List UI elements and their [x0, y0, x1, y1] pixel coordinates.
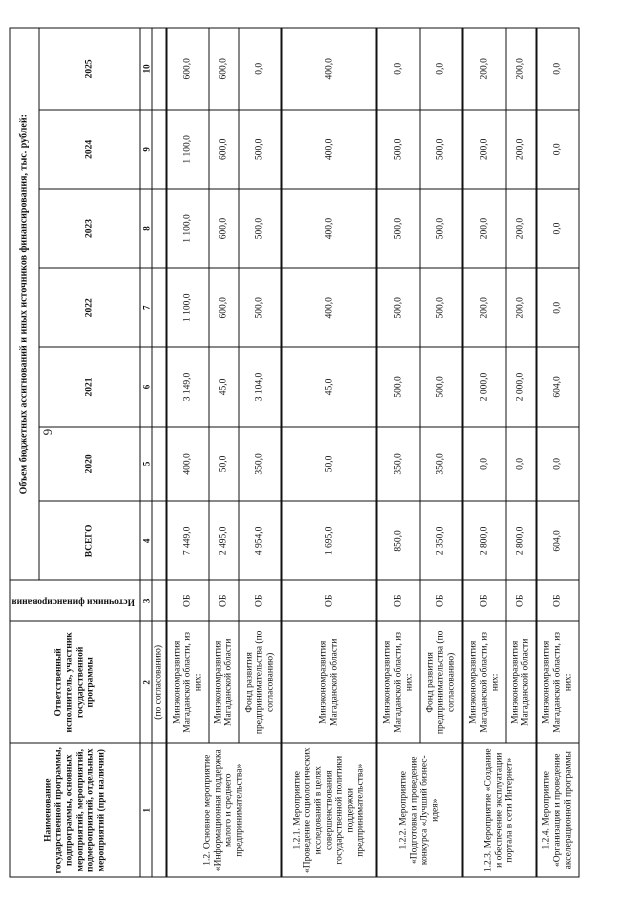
row-value: 600,0 [209, 110, 238, 189]
header-sources: Источники финансирования [10, 580, 140, 621]
row-value: 0,0 [506, 427, 536, 502]
row-value: 0,0 [536, 28, 579, 110]
column-number: 5 [140, 427, 152, 502]
row-value: 200,0 [463, 268, 506, 347]
row-value: 2 495,0 [209, 501, 238, 580]
row-responsible: Минэкономразвития Магаданской области, из них: [377, 621, 420, 743]
row-measure-name: 1.2.1. Мероприятие «Проведение социологических исследований в целях совершенствования государственной политики поддержки предпринимательства» [282, 743, 377, 877]
row-value: 0,0 [420, 28, 463, 110]
column-number: 7 [140, 268, 152, 347]
header-year: 2020 [39, 427, 140, 502]
row-value: 45,0 [282, 347, 377, 426]
row-value: 200,0 [506, 110, 536, 189]
row-responsible: Минэкономразвития Магаданской области [506, 621, 536, 743]
row-source: ОБ [420, 580, 463, 621]
row-value: 0,0 [536, 268, 579, 347]
row-responsible: Фонд развития предпринимательства (по согласованию) [239, 621, 282, 743]
row-value: 2 000,0 [506, 347, 536, 426]
row-value: 400,0 [282, 110, 377, 189]
row-responsible: Минэкономразвития Магаданской области, из них: [463, 621, 506, 743]
page-number: 6 [40, 428, 56, 436]
row-source: ОБ [209, 580, 238, 621]
row-value: 604,0 [536, 347, 579, 426]
header-year: 2025 [39, 28, 140, 110]
row-value: 604,0 [536, 501, 579, 580]
row-value: 500,0 [420, 110, 463, 189]
row-responsible: Минэкономразвития Магаданской области [209, 621, 238, 743]
row-value: 500,0 [239, 110, 282, 189]
row-source: ОБ [506, 580, 536, 621]
row-measure-name: 1.2.2. Мероприятие «Подготовка и проведение конкурса «Лучший бизнес-идея» [377, 743, 463, 877]
row-value: 3 149,0 [166, 347, 209, 426]
table-row [536, 28, 579, 877]
row-value: 1 100,0 [166, 268, 209, 347]
row-value: 400,0 [282, 268, 377, 347]
column-number: 8 [140, 189, 152, 268]
row-value: 500,0 [420, 347, 463, 426]
row-source: ОБ [377, 580, 420, 621]
row-value: 0,0 [377, 28, 420, 110]
row-source: ОБ [463, 580, 506, 621]
funding-table [10, 28, 580, 878]
carry-empty [152, 743, 166, 877]
row-value: 50,0 [209, 427, 238, 502]
row-value: 2 350,0 [420, 501, 463, 580]
row-value: 200,0 [506, 28, 536, 110]
column-number: 1 [140, 743, 152, 877]
row-value: 200,0 [506, 189, 536, 268]
row-value: 500,0 [377, 189, 420, 268]
row-value: 0,0 [536, 110, 579, 189]
row-source: ОБ [282, 580, 377, 621]
row-value: 500,0 [239, 189, 282, 268]
column-number: 10 [140, 28, 152, 110]
row-measure-name: 1.2. Основное мероприятие «Информационная поддержка малого и среднего предпринимательства» [166, 743, 281, 877]
row-value: 600,0 [209, 268, 238, 347]
row-value: 1 100,0 [166, 110, 209, 189]
row-value: 400,0 [282, 189, 377, 268]
row-value: 0,0 [463, 427, 506, 502]
row-value: 600,0 [166, 28, 209, 110]
header-year: 2023 [39, 189, 140, 268]
row-value: 350,0 [239, 427, 282, 502]
row-value: 45,0 [209, 347, 238, 426]
row-value: 50,0 [282, 427, 377, 502]
rotated-table-wrapper [10, 28, 574, 878]
header-name: Наименование государственной программы, подпрограммы, основных мероприятий, мероприятий, подмероприятий, отдельных мероприятий (при наличии) [10, 743, 140, 877]
column-number: 3 [140, 580, 152, 621]
row-responsible: Минэкономразвития Магаданской области, из них: [536, 621, 579, 743]
row-value: 2 800,0 [463, 501, 506, 580]
row-value: 200,0 [506, 268, 536, 347]
row-value: 3 104,0 [239, 347, 282, 426]
header-funding: Объем бюджетных ассигнований и иных источников финансирования, тыс. рублей: [10, 28, 39, 580]
row-measure-name: 1.2.3. Мероприятие «Создание и обеспечение эксплуатации портала в сети Интернет» [463, 743, 536, 877]
row-source: ОБ [536, 580, 579, 621]
row-source: ОБ [239, 580, 282, 621]
row-value: 0,0 [239, 28, 282, 110]
row-value: 4 954,0 [239, 501, 282, 580]
row-value: 200,0 [463, 110, 506, 189]
header-year: 2021 [39, 347, 140, 426]
row-value: 2 800,0 [506, 501, 536, 580]
row-value: 850,0 [377, 501, 420, 580]
table-row [463, 28, 506, 877]
row-value: 0,0 [536, 427, 579, 502]
column-number: 4 [140, 501, 152, 580]
column-number: 2 [140, 621, 152, 743]
row-value: 500,0 [420, 268, 463, 347]
header-year: 2024 [39, 110, 140, 189]
row-value: 500,0 [377, 347, 420, 426]
table-row [377, 28, 420, 877]
carry-responsible: (по согласованию) [152, 621, 166, 743]
header-year: 2022 [39, 268, 140, 347]
row-value: 350,0 [420, 427, 463, 502]
header-year: ВСЕГО [39, 501, 140, 580]
row-source: ОБ [166, 580, 209, 621]
row-value: 600,0 [209, 189, 238, 268]
row-measure-name: 1.2.4. Мероприятие «Организация и проведение акселерационной программы [536, 743, 579, 877]
row-value: 500,0 [377, 268, 420, 347]
header-responsible: Ответственный исполнитель, участник государственной программы [10, 621, 140, 743]
table-row [282, 28, 377, 877]
row-value: 350,0 [377, 427, 420, 502]
column-number: 6 [140, 347, 152, 426]
row-value: 200,0 [463, 28, 506, 110]
row-value: 500,0 [420, 189, 463, 268]
row-value: 400,0 [166, 427, 209, 502]
row-value: 400,0 [282, 28, 377, 110]
row-value: 500,0 [239, 268, 282, 347]
row-value: 600,0 [209, 28, 238, 110]
row-value: 200,0 [463, 189, 506, 268]
row-responsible: Минэкономразвития Магаданской области, из них: [166, 621, 209, 743]
column-number: 9 [140, 110, 152, 189]
row-value: 1 100,0 [166, 189, 209, 268]
row-value: 0,0 [536, 189, 579, 268]
row-responsible: Минэкономразвития Магаданской области [282, 621, 377, 743]
row-responsible: Фонд развития предпринимательства (по согласованию) [420, 621, 463, 743]
row-value: 7 449,0 [166, 501, 209, 580]
table-row [166, 28, 209, 877]
row-value: 500,0 [377, 110, 420, 189]
row-value: 1 695,0 [282, 501, 377, 580]
row-value: 2 000,0 [463, 347, 506, 426]
